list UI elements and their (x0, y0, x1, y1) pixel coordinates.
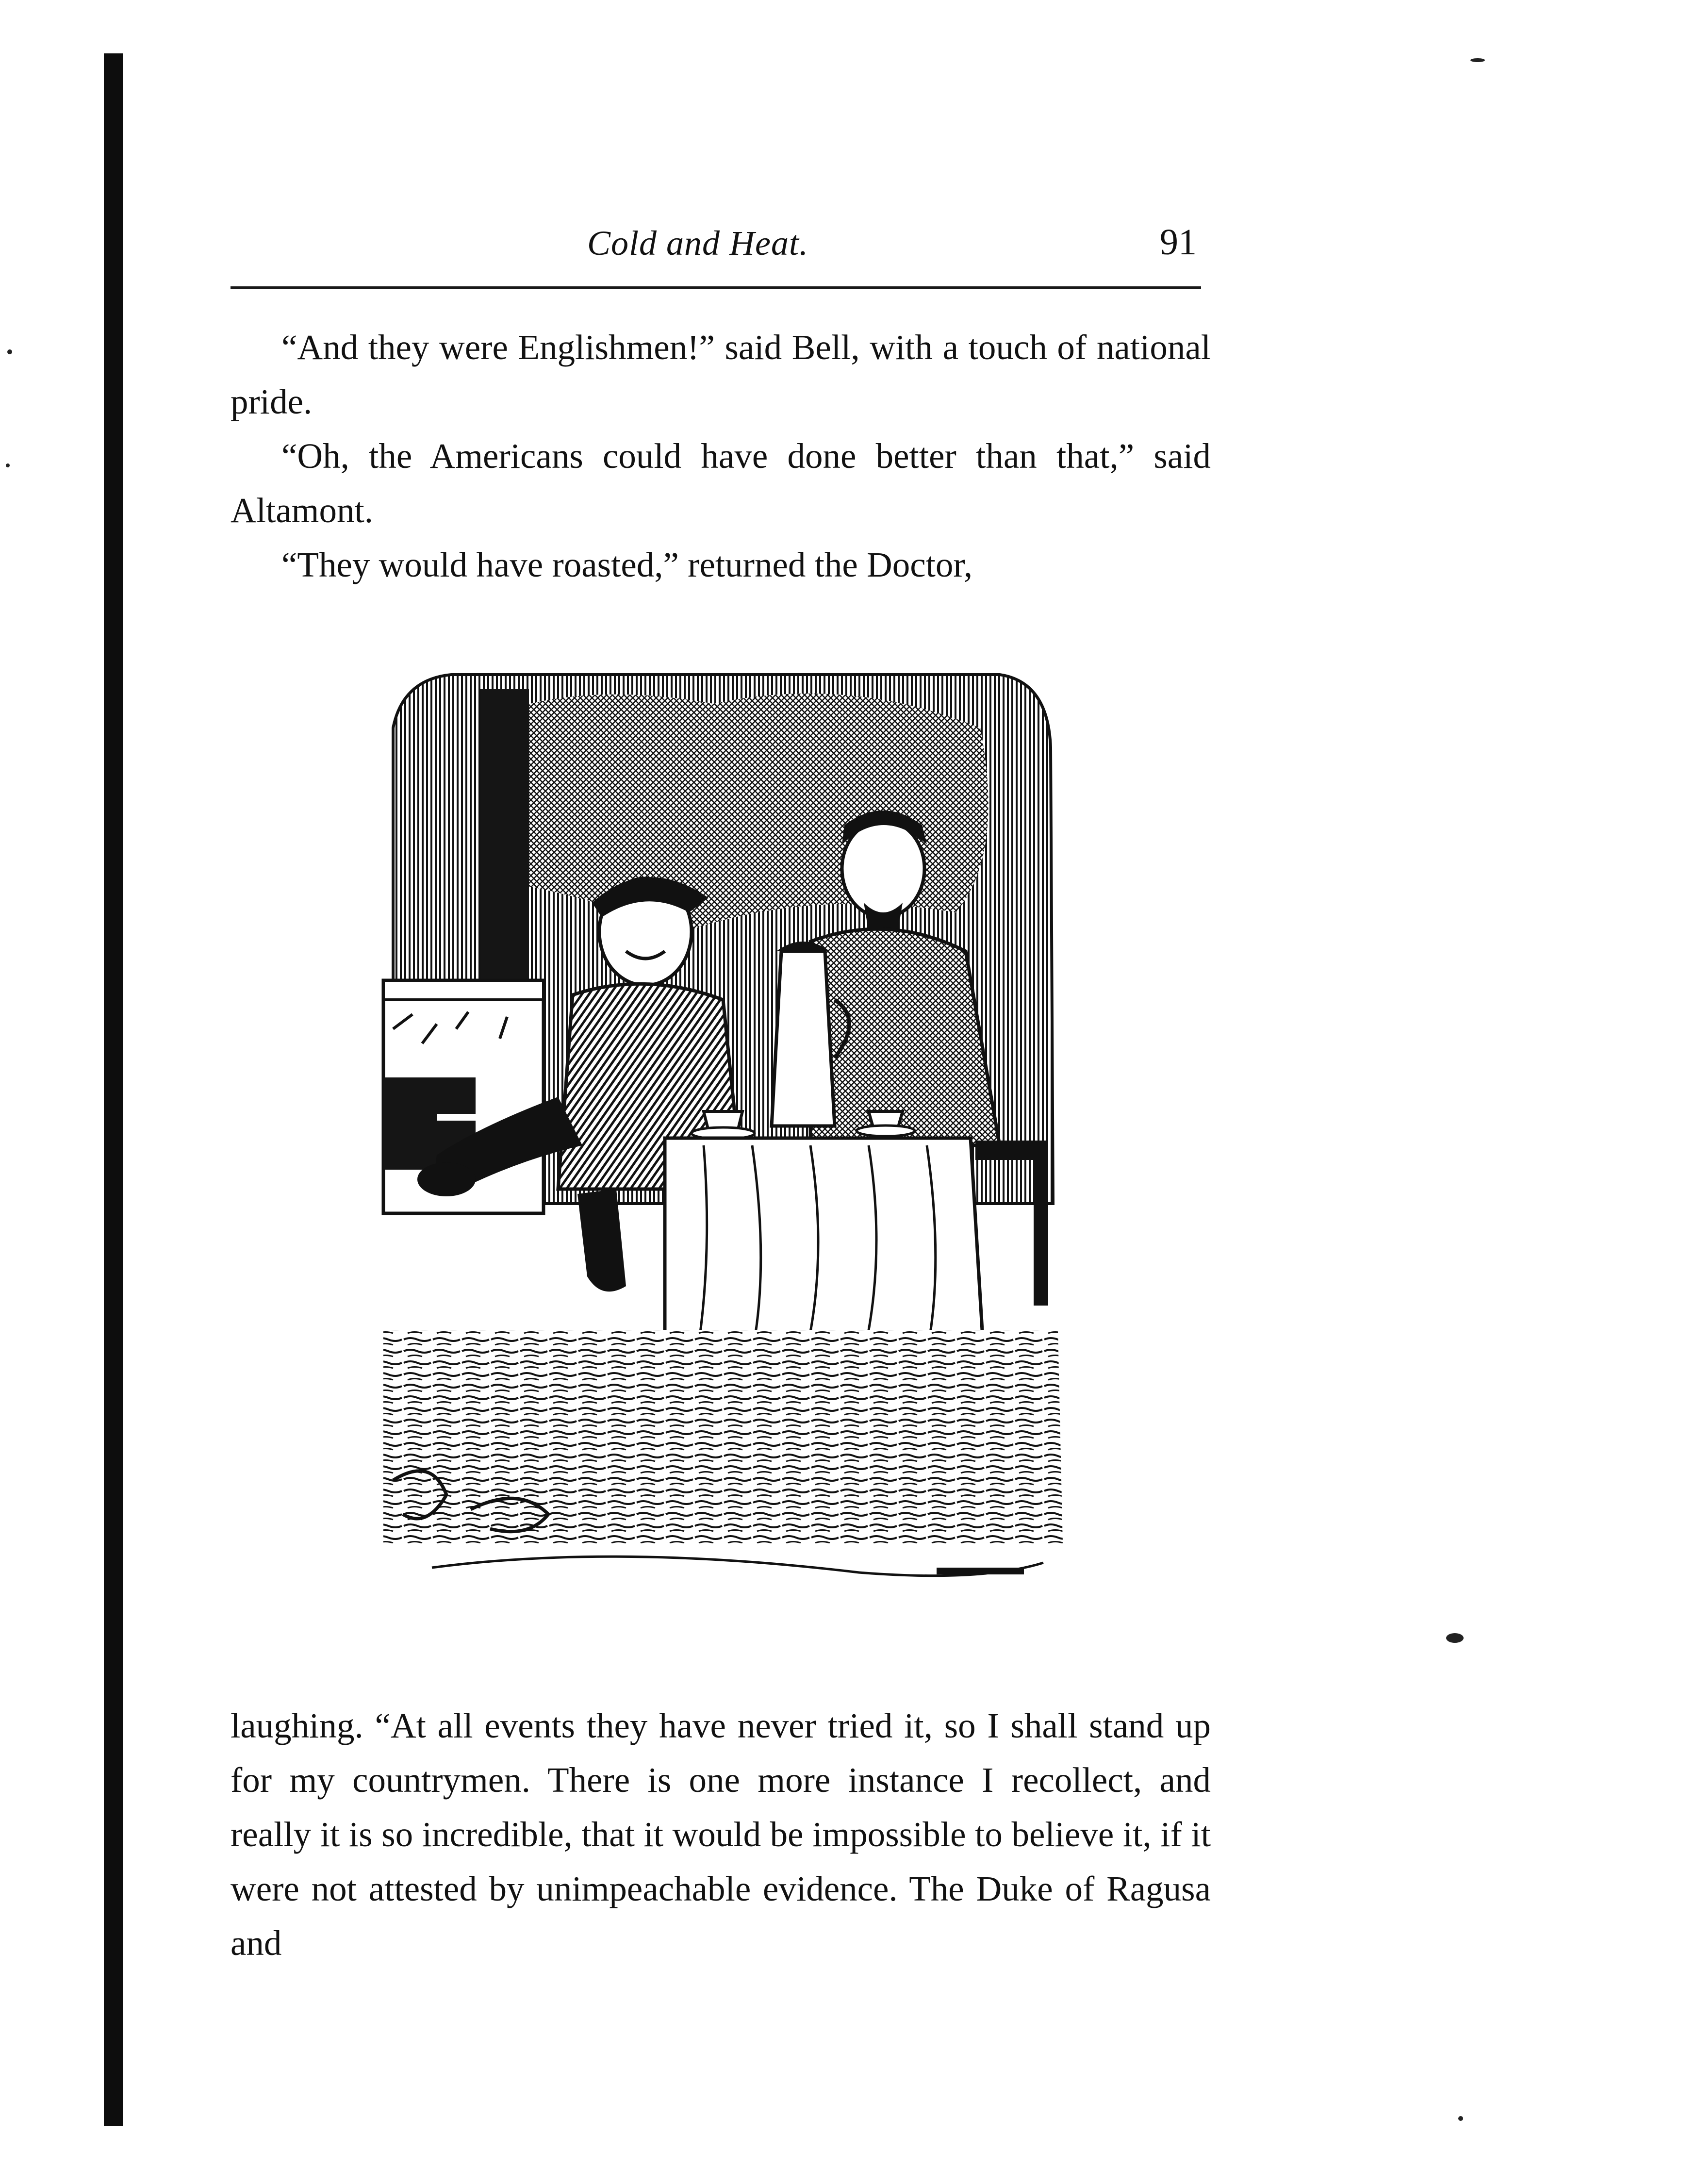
scan-speck (1446, 1633, 1464, 1643)
text-block-top (231, 320, 1211, 592)
scan-speck (1470, 58, 1485, 62)
scan-speck (1458, 2116, 1463, 2121)
running-title: Cold and Heat. (587, 224, 808, 263)
paragraph: “And they were Englishmen!” said Bell, with a touch of national pride. (231, 328, 1211, 421)
text-block-bottom (231, 1699, 1211, 1970)
header-rule (231, 286, 1201, 289)
book-binding-edge (104, 53, 123, 2126)
paragraph: “Oh, the Americans could have done better than that,” said Altamont. (231, 436, 1211, 530)
engraving-figure (374, 660, 1077, 1626)
illustration (374, 660, 1077, 1626)
page-header (231, 214, 1201, 281)
scan-speck (6, 463, 10, 467)
page-number: 91 (1160, 222, 1197, 263)
paragraph: laughing. “At all events they have never tried it, so I shall stand up for my countrymen. There is one more instance I recollect, and really it is so incredible, that it would be impossible to believe it, if it were not attested by unimpeachable evidence. The Duke of Ragusa and (231, 1706, 1211, 1963)
scan-speck (7, 349, 12, 354)
paragraph: “They would have roasted,” returned the Doctor, (281, 545, 973, 584)
